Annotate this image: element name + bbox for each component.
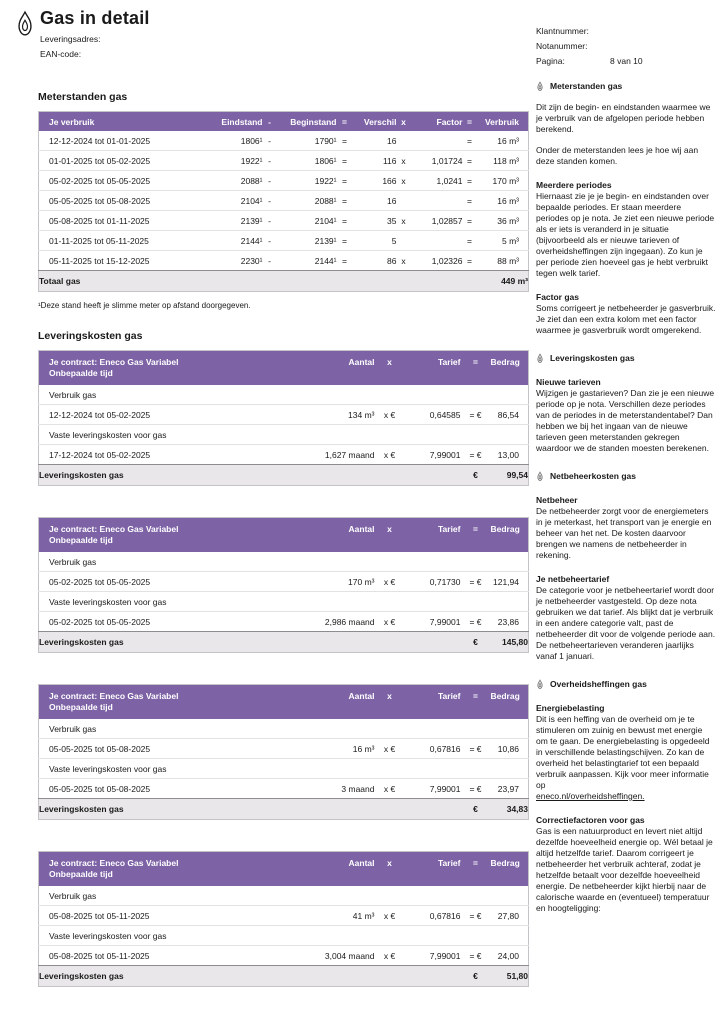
period-cell: 17-12-2024 tot 05-02-2025	[39, 445, 289, 465]
bedrag-cell: 86,54	[491, 405, 529, 425]
contract-name-line2: Onbepaalde tijd	[49, 368, 113, 378]
klantnummer-row	[536, 26, 716, 37]
col-op-eq2: =	[463, 112, 477, 132]
pagina-label: Pagina:	[536, 56, 565, 66]
eq-cell: =	[337, 251, 353, 271]
aantal-cell: 170 m³	[289, 572, 375, 592]
group2-label: Vaste leveringskosten voor gas	[39, 926, 529, 946]
col-op-x: x	[397, 112, 411, 132]
eq-cell: =	[337, 231, 353, 251]
meterstanden-header-row	[39, 112, 529, 132]
period-cell: 05-11-2025 tot 15-12-2025	[39, 251, 207, 271]
col-tarief: Tarief	[405, 685, 461, 720]
sidebar-heading-label: Leveringskosten gas	[550, 353, 635, 363]
eq2-cell: =	[463, 251, 477, 271]
block-total-label: Leveringskosten gas	[39, 966, 461, 987]
bedrag-cell: 23,97	[491, 779, 529, 799]
minus-cell: -	[263, 251, 277, 271]
group-label-row	[39, 592, 529, 612]
x-euro-cell: x €	[375, 612, 405, 632]
group2-label: Vaste leveringskosten voor gas	[39, 759, 529, 779]
eq2-cell: =	[467, 135, 472, 146]
meterstanden-section-title: Meterstanden gas	[38, 91, 128, 103]
sidebar-heading-netbeheerkosten	[536, 471, 716, 482]
minus-cell: -	[263, 191, 277, 211]
total-value: 449 m³	[463, 271, 529, 292]
factor-cell	[411, 231, 463, 251]
period-cell: 05-05-2025 tot 05-08-2025	[39, 739, 289, 759]
contract-header-row	[39, 518, 529, 553]
group2-label: Vaste leveringskosten voor gas	[39, 425, 529, 445]
meterstanden-row	[39, 191, 529, 211]
tarief-cell: 0,64585	[405, 405, 461, 425]
leveringskosten-blocks	[38, 350, 528, 987]
block-total-label: Leveringskosten gas	[39, 632, 461, 653]
eq-cell: =	[337, 211, 353, 231]
aantal-cell: 3 maand	[289, 779, 375, 799]
col-op-x: x	[375, 518, 405, 553]
col-op-eq: =	[461, 351, 491, 386]
page-header	[14, 8, 530, 64]
group-label-row	[39, 425, 529, 445]
x-euro-cell: x €	[375, 405, 405, 425]
col-aantal: Aantal	[289, 351, 375, 386]
tarief-cell: 0,71730	[405, 572, 461, 592]
cost-row	[39, 946, 529, 966]
bedrag-cell: 24,00	[491, 946, 529, 966]
sidebar-heading-overheidsheffingen	[536, 679, 716, 690]
contract-name-line1: Je contract: Eneco Gas Variabel	[49, 858, 179, 868]
group1-label: Verbruik gas	[49, 723, 97, 734]
aantal-cell: 41 m³	[289, 906, 375, 926]
eindstand-cell: 2104¹	[207, 191, 263, 211]
eq-cell: =	[342, 135, 347, 146]
verbruik-cell: 5 m³	[477, 231, 529, 251]
main-column	[14, 8, 530, 1018]
col-op-minus: -	[263, 112, 277, 132]
x-cell: x	[397, 211, 411, 231]
bedrag-cell: 13,00	[491, 445, 529, 465]
col-eindstand: Eindstand	[207, 112, 263, 132]
beginstand-cell: 1922¹	[277, 171, 337, 191]
sidebar-paragraph: Hiernaast zie je je begin- en eindstanden over bepaalde periodes. Er staan meerdere periodes op je nota. Je ziet een nieuwe periode als er iets is veranderd in je situatie (bijvoorbeeld als er nieuwe tarieven of overheidsheffingen zijn ingegaan). Zo kun je per periode zien hoeveel gas je hebt verbruikt tegen welk tarief.	[536, 191, 715, 278]
x-cell	[397, 231, 411, 251]
eq-euro-cell: = €	[461, 612, 491, 632]
block-total-row	[39, 632, 529, 653]
contract-name-line2: Onbepaalde tijd	[49, 702, 113, 712]
x-cell: x	[397, 171, 411, 191]
sidebar-paragraph: Wijzigen je gastarieven? Dan zie je een nieuwe periode op je nota. Verschillen deze periodes van de periodes in de meterstandentabel? Dan hebben we bij het ingaan van de nieuwe tarieven geen meterstanden gekregen waardoor we de standen moesten berekenen.	[536, 388, 715, 453]
sidebar-subheading: Je netbeheertarief	[536, 574, 610, 584]
x-cell: x	[397, 251, 411, 271]
eindstand-cell: 1922¹	[207, 151, 263, 171]
period-cell: 01-11-2025 tot 05-11-2025	[39, 231, 207, 251]
verschil-cell: 86	[353, 251, 397, 271]
pagina-row	[536, 56, 716, 67]
bedrag-cell: 10,86	[491, 739, 529, 759]
cost-row	[39, 739, 529, 759]
col-op-x: x	[375, 685, 405, 720]
eq-euro-cell: = €	[461, 779, 491, 799]
contract-header-row	[39, 351, 529, 386]
sidebar-subheading: Nieuwe tarieven	[536, 377, 601, 387]
x-euro-cell: x €	[375, 779, 405, 799]
period-cell: 12-12-2024 tot 01-01-2025	[49, 135, 151, 146]
pagina-value: 8 van 10	[610, 56, 643, 66]
col-je-verbruik: Je verbruik	[39, 112, 207, 132]
verschil-cell: 16	[387, 135, 397, 146]
x-euro-cell: x €	[375, 739, 405, 759]
meterstanden-total-row	[39, 271, 529, 292]
eq2-cell: =	[463, 151, 477, 171]
block-total-amount: 51,80	[491, 966, 529, 987]
overheidsheffingen-link[interactable]: eneco.nl/overheidsheffingen.	[536, 791, 645, 801]
gas-flame-icon	[536, 353, 544, 364]
col-verschil: Verschil	[353, 112, 397, 132]
notanummer-label: Notanummer:	[536, 41, 588, 51]
minus-cell: -	[263, 231, 277, 251]
eindstand-cell: 2088¹	[207, 171, 263, 191]
eq-euro-cell: = €	[461, 572, 491, 592]
block-total-label: Leveringskosten gas	[39, 465, 461, 486]
x-euro-cell: x €	[375, 946, 405, 966]
block-total-amount: 145,80	[491, 632, 529, 653]
col-bedrag: Bedrag	[491, 351, 529, 386]
block-total-row	[39, 966, 529, 987]
meterstanden-row	[39, 211, 529, 231]
sidebar-paragraph: De netbeheerder zorgt voor de energiemeters in je meterkast, het transport van je energie en beheer van het net. De kosten daarvoor brengen we namens de netbeheerder in rekening.	[536, 506, 712, 560]
eq2-cell: =	[463, 211, 477, 231]
ean-code-label: EAN-code:	[40, 49, 82, 59]
meterstanden-row	[39, 251, 529, 271]
euro-sign: €	[461, 632, 491, 653]
group1-label: Verbruik gas	[49, 389, 97, 400]
tarief-cell: 7,99001	[405, 779, 461, 799]
eindstand-cell: 2139¹	[207, 211, 263, 231]
beginstand-cell: 2104¹	[277, 211, 337, 231]
bedrag-cell: 121,94	[491, 572, 529, 592]
bedrag-cell: 27,80	[491, 906, 529, 926]
col-bedrag: Bedrag	[491, 852, 529, 887]
gas-flame-icon	[536, 81, 544, 92]
eindstand-cell: 2230¹	[207, 251, 263, 271]
euro-sign: €	[461, 966, 491, 987]
meterstanden-table	[38, 111, 529, 292]
verbruik-cell: 36 m³	[477, 211, 529, 231]
sidebar-subheading: Factor gas	[536, 292, 579, 302]
total-label: Totaal gas	[39, 271, 463, 292]
col-op-eq: =	[461, 852, 491, 887]
sidebar-heading-meterstanden	[536, 81, 716, 92]
col-bedrag: Bedrag	[491, 518, 529, 553]
col-op-x: x	[375, 351, 405, 386]
cost-row	[39, 906, 529, 926]
eq-cell: =	[337, 151, 353, 171]
verbruik-cell: 118 m³	[477, 151, 529, 171]
sidebar	[536, 26, 716, 914]
sidebar-subheading: Correctiefactoren voor gas	[536, 815, 645, 825]
cost-row	[39, 779, 529, 799]
sidebar-paragraph: Dit is een heffing van de overheid om je te stimuleren om zuinig en bewust met energie om te gaan. De energiebelasting is opgedeeld in verschillende belastingschijven. Zo kan de overheid het belastingtarief tot een bepaald verbruik aanpassen. Kijk voor meer informatie op	[536, 714, 710, 790]
group1-label: Verbruik gas	[49, 890, 97, 901]
period-cell: 05-02-2025 tot 05-05-2025	[39, 171, 207, 191]
verbruik-cell: 16 m³	[477, 191, 529, 211]
factor-cell: 1,0241	[411, 171, 463, 191]
contract-name-line2: Onbepaalde tijd	[49, 869, 113, 879]
col-aantal: Aantal	[289, 852, 375, 887]
meterstanden-row	[39, 231, 529, 251]
minus-cell: -	[268, 135, 271, 146]
sidebar-paragraph: Soms corrigeert je netbeheerder je gasverbruik. Je ziet dan een extra kolom met een factor waarmee je gasverbruik wordt omgerekend.	[536, 303, 716, 335]
cost-row	[39, 445, 529, 465]
aantal-cell: 134 m³	[289, 405, 375, 425]
group-label-row	[39, 552, 529, 572]
x-cell	[397, 191, 411, 211]
eq2-cell: =	[463, 231, 477, 251]
leveringskosten-table	[38, 517, 529, 653]
beginstand-cell: 1806¹	[277, 151, 337, 171]
factor-cell: 1,01724	[411, 151, 463, 171]
beginstand-cell: 1790¹	[314, 135, 337, 146]
group-label-row	[39, 759, 529, 779]
verschil-cell: 116	[353, 151, 397, 171]
group-label-row	[39, 719, 529, 739]
col-aantal: Aantal	[289, 685, 375, 720]
col-beginstand: Beginstand	[277, 112, 337, 132]
verschil-cell: 35	[353, 211, 397, 231]
factor-cell: 1,02857	[411, 211, 463, 231]
verschil-cell: 166	[353, 171, 397, 191]
contract-header-row	[39, 852, 529, 887]
aantal-cell: 3,004 maand	[289, 946, 375, 966]
col-tarief: Tarief	[405, 351, 461, 386]
leveringskosten-table	[38, 684, 529, 820]
eq-cell: =	[337, 191, 353, 211]
x-euro-cell: x €	[375, 445, 405, 465]
beginstand-cell: 2088¹	[277, 191, 337, 211]
bedrag-cell: 23,86	[491, 612, 529, 632]
contract-name-line2: Onbepaalde tijd	[49, 535, 113, 545]
eq-euro-cell: = €	[461, 445, 491, 465]
sidebar-subheading: Energiebelasting	[536, 703, 605, 713]
sidebar-paragraph: Gas is een natuurproduct en levert niet altijd dezelfde hoeveelheid energie op. Wél betaal je altijd hetzelfde tarief. Daarom corrigeert je netbeheerder het verbruik achteraf, zodat je hetzelfde betaalt voor dezelfde hoeveelheid energie. De netbeheerder kijkt hierbij naar de calorische waarde en (eventueel) temperatuur en hoogteligging:	[536, 826, 713, 913]
sidebar-heading-leveringskosten	[536, 353, 716, 364]
sidebar-heading-label: Meterstanden gas	[550, 81, 623, 91]
col-tarief: Tarief	[405, 852, 461, 887]
cost-row	[39, 612, 529, 632]
group1-label: Verbruik gas	[49, 556, 97, 567]
contract-name-line1: Je contract: Eneco Gas Variabel	[49, 691, 179, 701]
cost-row	[39, 405, 529, 425]
period-cell: 05-08-2025 tot 05-11-2025	[39, 946, 289, 966]
group-label-row	[39, 385, 529, 405]
contract-name-line1: Je contract: Eneco Gas Variabel	[49, 357, 179, 367]
factor-cell	[411, 131, 463, 151]
minus-cell: -	[263, 151, 277, 171]
factor-cell: 1,02326	[411, 251, 463, 271]
period-cell: 05-08-2025 tot 05-11-2025	[39, 906, 289, 926]
eq2-cell: =	[463, 191, 477, 211]
verschil-cell: 5	[353, 231, 397, 251]
tarief-cell: 7,99001	[405, 612, 461, 632]
leveringskosten-table	[38, 851, 529, 987]
contract-name-line1: Je contract: Eneco Gas Variabel	[49, 524, 179, 534]
col-tarief: Tarief	[405, 518, 461, 553]
beginstand-cell: 2139¹	[277, 231, 337, 251]
eq-euro-cell: = €	[461, 405, 491, 425]
cost-row	[39, 572, 529, 592]
sidebar-subheading: Meerdere periodes	[536, 180, 612, 190]
leveringskosten-table	[38, 350, 529, 486]
eindstand-cell: 1806¹	[240, 135, 263, 146]
group-label-row	[39, 926, 529, 946]
eindstand-cell: 2144¹	[207, 231, 263, 251]
period-cell: 05-05-2025 tot 05-08-2025	[39, 779, 289, 799]
meterstanden-row	[39, 171, 529, 191]
group-label-row	[39, 886, 529, 906]
meterstanden-row	[39, 131, 529, 151]
block-total-label: Leveringskosten gas	[39, 799, 461, 820]
smart-meter-footnote: ¹Deze stand heeft je slimme meter op afstand doorgegeven.	[38, 301, 251, 310]
col-op-eq: =	[461, 685, 491, 720]
aantal-cell: 1,627 maand	[289, 445, 375, 465]
tarief-cell: 7,99001	[405, 946, 461, 966]
gas-flame-icon	[536, 679, 544, 690]
sidebar-heading-label: Netbeheerkosten gas	[550, 471, 636, 481]
eq-euro-cell: = €	[461, 906, 491, 926]
col-op-eq: =	[461, 518, 491, 553]
sidebar-paragraph: Dit zijn de begin- en eindstanden waarmee we je verbruik van de afgelopen periode hebben berekend.	[536, 102, 711, 134]
klantnummer-label: Klantnummer:	[536, 26, 589, 36]
eq-euro-cell: = €	[461, 739, 491, 759]
period-cell: 05-02-2025 tot 05-05-2025	[39, 612, 289, 632]
aantal-cell: 16 m³	[289, 739, 375, 759]
block-total-amount: 34,83	[491, 799, 529, 820]
leveringskosten-section-title: Leveringskosten gas	[38, 330, 143, 342]
period-cell: 05-08-2025 tot 01-11-2025	[39, 211, 207, 231]
eq2-cell: =	[463, 171, 477, 191]
block-total-amount: 99,54	[491, 465, 529, 486]
notanummer-row	[536, 41, 716, 52]
x-euro-cell: x €	[375, 906, 405, 926]
x-euro-cell: x €	[375, 572, 405, 592]
sidebar-subheading: Netbeheer	[536, 495, 578, 505]
col-aantal: Aantal	[289, 518, 375, 553]
sidebar-paragraph: De categorie voor je netbeheertarief wordt door je netbeheerder vastgesteld. Op deze nota gebruiken we dat tarief. Als blijkt dat je verbruik in een andere categorie valt, past de netbeheerder dit voor de volgende periode aan. De netbeheertarieven veranderen jaarlijks vanaf 1 januari.	[536, 585, 716, 661]
period-cell: 05-02-2025 tot 05-05-2025	[39, 572, 289, 592]
verbruik-cell: 88 m³	[477, 251, 529, 271]
euro-sign: €	[461, 799, 491, 820]
minus-cell: -	[263, 171, 277, 191]
tarief-cell: 0,67816	[405, 906, 461, 926]
meterstanden-row	[39, 151, 529, 171]
verschil-cell: 16	[353, 191, 397, 211]
eq-cell: =	[337, 171, 353, 191]
leveringsadres-label: Leveringsadres:	[40, 34, 101, 44]
period-cell: 12-12-2024 tot 05-02-2025	[39, 405, 289, 425]
euro-sign: €	[461, 465, 491, 486]
x-cell	[397, 131, 411, 151]
verbruik-cell: 170 m³	[477, 171, 529, 191]
page-title: Gas in detail	[40, 8, 150, 28]
aantal-cell: 2,986 maand	[289, 612, 375, 632]
period-cell: 05-05-2025 tot 05-08-2025	[39, 191, 207, 211]
gas-flame-icon	[536, 471, 544, 482]
gas-flame-icon	[14, 10, 36, 38]
beginstand-cell: 2144¹	[277, 251, 337, 271]
col-op-x: x	[375, 852, 405, 887]
group2-label: Vaste leveringskosten voor gas	[39, 592, 529, 612]
block-total-row	[39, 799, 529, 820]
sidebar-heading-label: Overheidsheffingen gas	[550, 679, 647, 689]
contract-header-row	[39, 685, 529, 720]
period-cell: 01-01-2025 tot 05-02-2025	[39, 151, 207, 171]
col-factor: Factor	[411, 112, 463, 132]
tarief-cell: 7,99001	[405, 445, 461, 465]
factor-cell	[411, 191, 463, 211]
minus-cell: -	[263, 211, 277, 231]
x-cell: x	[397, 151, 411, 171]
verbruik-cell: 16 m³	[497, 135, 519, 146]
tarief-cell: 0,67816	[405, 739, 461, 759]
block-total-row	[39, 465, 529, 486]
col-bedrag: Bedrag	[491, 685, 529, 720]
sidebar-paragraph: Onder de meterstanden lees je hoe wij aan deze standen komen.	[536, 145, 699, 166]
eq-euro-cell: = €	[461, 946, 491, 966]
col-op-eq1: =	[337, 112, 353, 132]
col-verbruik: Verbruik	[477, 112, 529, 132]
